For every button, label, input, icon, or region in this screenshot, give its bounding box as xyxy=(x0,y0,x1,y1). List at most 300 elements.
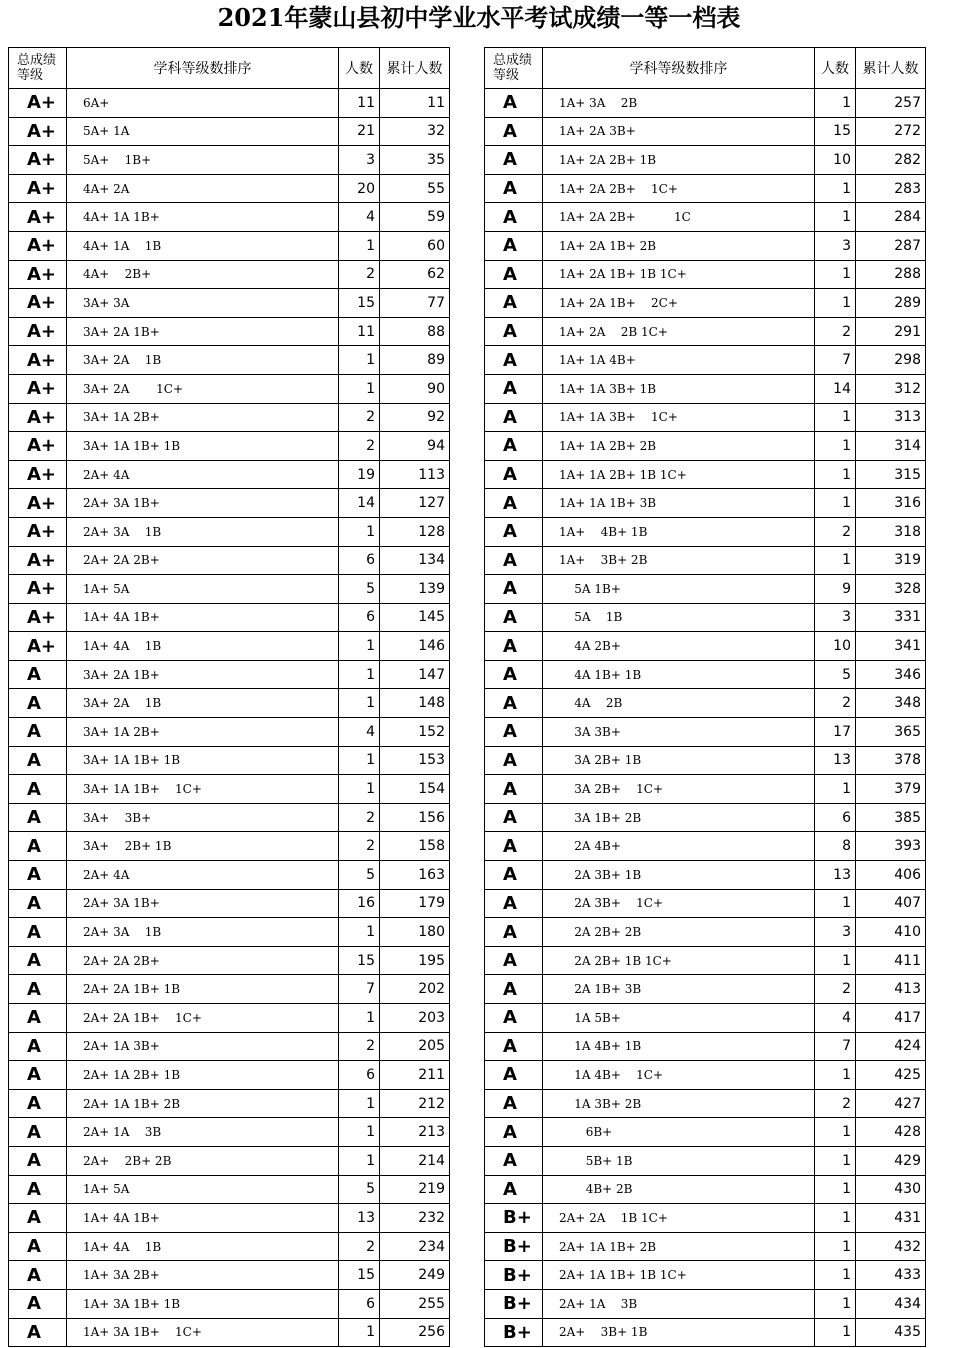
count-cell: 1 xyxy=(339,517,380,546)
cumulative-cell: 318 xyxy=(856,517,926,546)
cumulative-cell: 35 xyxy=(380,146,450,175)
count-cell: 8 xyxy=(815,832,856,861)
count-cell: 3 xyxy=(339,146,380,175)
table-row xyxy=(9,460,450,489)
table-row xyxy=(9,546,450,575)
table-row xyxy=(9,374,450,403)
table-row xyxy=(9,746,450,775)
grade-cell: A xyxy=(485,1004,543,1033)
grade-cell: A xyxy=(9,1032,67,1061)
grade-cell: B+ xyxy=(485,1261,543,1290)
count-cell: 1 xyxy=(815,174,856,203)
sequence-cell: 1A+ 5A xyxy=(67,1175,339,1204)
cumulative-cell: 316 xyxy=(856,489,926,518)
count-cell: 6 xyxy=(339,603,380,632)
table-row xyxy=(485,946,926,975)
grade-cell: A+ xyxy=(9,260,67,289)
table-row xyxy=(9,1261,450,1290)
cumulative-cell: 90 xyxy=(380,374,450,403)
table-row xyxy=(9,718,450,747)
sequence-cell: 1A+ 1A 4B+ xyxy=(543,346,815,375)
table-row xyxy=(485,1089,926,1118)
grade-cell: A xyxy=(485,432,543,461)
count-cell: 1 xyxy=(815,1318,856,1347)
cumulative-cell: 430 xyxy=(856,1175,926,1204)
sequence-cell: 1A+ 5A xyxy=(67,575,339,604)
cumulative-cell: 428 xyxy=(856,1118,926,1147)
count-cell: 2 xyxy=(339,260,380,289)
table-row xyxy=(485,1289,926,1318)
table-row xyxy=(9,1318,450,1347)
grade-cell: A xyxy=(485,1061,543,1090)
sequence-cell: 3A+ 3A xyxy=(67,289,339,318)
cumulative-cell: 284 xyxy=(856,203,926,232)
cumulative-cell: 148 xyxy=(380,689,450,718)
cumulative-cell: 348 xyxy=(856,689,926,718)
cumulative-cell: 298 xyxy=(856,346,926,375)
cumulative-cell: 331 xyxy=(856,603,926,632)
grade-cell: A xyxy=(485,1089,543,1118)
cumulative-cell: 365 xyxy=(856,718,926,747)
count-cell: 11 xyxy=(339,317,380,346)
count-cell: 1 xyxy=(339,689,380,718)
count-cell: 7 xyxy=(815,1032,856,1061)
sequence-cell: 1A 3B+ 2B xyxy=(543,1089,815,1118)
sequence-cell: 2A+ 3A 1B+ xyxy=(67,889,339,918)
sequence-cell: 2A+ 4A xyxy=(67,861,339,890)
cumulative-cell: 213 xyxy=(380,1118,450,1147)
cumulative-cell: 77 xyxy=(380,289,450,318)
grade-cell: A xyxy=(485,174,543,203)
table-row xyxy=(485,1146,926,1175)
table-row xyxy=(485,346,926,375)
count-cell: 13 xyxy=(815,861,856,890)
table-row xyxy=(485,1204,926,1233)
header-cumulative: 累计人数 xyxy=(856,48,926,89)
count-cell: 17 xyxy=(815,718,856,747)
grade-cell: A xyxy=(485,575,543,604)
count-cell: 7 xyxy=(815,346,856,375)
sequence-cell: 1A+ 4A 1B xyxy=(67,632,339,661)
count-cell: 1 xyxy=(339,632,380,661)
table-row xyxy=(485,1232,926,1261)
cumulative-cell: 282 xyxy=(856,146,926,175)
sequence-cell: 2A+ 1A 3B+ xyxy=(67,1032,339,1061)
count-cell: 2 xyxy=(339,432,380,461)
sequence-cell: 1A+ 4A 1B+ xyxy=(67,603,339,632)
grade-cell: A xyxy=(9,746,67,775)
grade-cell: A xyxy=(485,1032,543,1061)
grade-cell: A xyxy=(9,861,67,890)
table-row xyxy=(9,489,450,518)
table-row xyxy=(9,689,450,718)
sequence-cell: 4B+ 2B xyxy=(543,1175,815,1204)
grade-cell: B+ xyxy=(485,1318,543,1347)
sequence-cell: 2A+ 3B+ 1B xyxy=(543,1318,815,1347)
count-cell: 7 xyxy=(339,975,380,1004)
sequence-cell: 1A 4B+ 1B xyxy=(543,1032,815,1061)
grade-cell: A+ xyxy=(9,146,67,175)
table-row xyxy=(9,775,450,804)
table-row xyxy=(9,1004,450,1033)
sequence-cell: 1A+ 3A 1B+ 1B xyxy=(67,1289,339,1318)
table-row xyxy=(9,889,450,918)
table-row xyxy=(485,460,926,489)
cumulative-cell: 55 xyxy=(380,174,450,203)
grade-cell: A xyxy=(485,660,543,689)
cumulative-cell: 432 xyxy=(856,1232,926,1261)
table-row xyxy=(485,260,926,289)
cumulative-cell: 328 xyxy=(856,575,926,604)
sequence-cell: 2A+ 1A 1B+ 2B xyxy=(67,1089,339,1118)
table-row xyxy=(485,517,926,546)
sequence-cell: 1A+ 2A 2B+ 1C+ xyxy=(543,174,815,203)
table-row xyxy=(485,146,926,175)
sequence-cell: 2A+ 2A 1B+ 1B xyxy=(67,975,339,1004)
sequence-cell: 2A+ 3A 1B+ xyxy=(67,489,339,518)
grade-table-right xyxy=(484,47,926,1347)
count-cell: 1 xyxy=(815,403,856,432)
cumulative-cell: 94 xyxy=(380,432,450,461)
cumulative-cell: 232 xyxy=(380,1204,450,1233)
grade-cell: A+ xyxy=(9,603,67,632)
grade-cell: A xyxy=(485,689,543,718)
table-row xyxy=(485,1004,926,1033)
table-row xyxy=(485,374,926,403)
cumulative-cell: 88 xyxy=(380,317,450,346)
count-cell: 1 xyxy=(339,660,380,689)
table-row xyxy=(9,174,450,203)
count-cell: 2 xyxy=(815,689,856,718)
count-cell: 1 xyxy=(815,775,856,804)
grade-cell: A xyxy=(485,632,543,661)
count-cell: 2 xyxy=(815,1089,856,1118)
table-row xyxy=(9,1175,450,1204)
count-cell: 2 xyxy=(339,832,380,861)
page-title: 2021年蒙山县初中学业水平考试成绩一等一档表 xyxy=(217,3,741,32)
count-cell: 4 xyxy=(339,203,380,232)
table-row xyxy=(485,746,926,775)
cumulative-cell: 195 xyxy=(380,946,450,975)
table-row xyxy=(485,603,926,632)
sequence-cell: 3A+ 1A 1B+ 1B xyxy=(67,432,339,461)
grade-cell: A xyxy=(485,289,543,318)
count-cell: 1 xyxy=(815,460,856,489)
grade-cell: A xyxy=(485,346,543,375)
sequence-cell: 1A+ 2A 1B+ 2B xyxy=(543,231,815,260)
table-row xyxy=(485,317,926,346)
grade-cell: A xyxy=(9,946,67,975)
table-row xyxy=(9,1204,450,1233)
cumulative-cell: 205 xyxy=(380,1032,450,1061)
table-row xyxy=(9,975,450,1004)
grade-cell: A xyxy=(9,1175,67,1204)
grade-cell: A xyxy=(9,918,67,947)
cumulative-cell: 410 xyxy=(856,918,926,947)
sequence-cell: 2A+ 1A 3B xyxy=(67,1118,339,1147)
grade-cell: A xyxy=(9,889,67,918)
table-header-row xyxy=(485,48,926,89)
cumulative-cell: 427 xyxy=(856,1089,926,1118)
table-row xyxy=(9,1032,450,1061)
cumulative-cell: 313 xyxy=(856,403,926,432)
table-row xyxy=(485,861,926,890)
count-cell: 1 xyxy=(815,289,856,318)
count-cell: 6 xyxy=(339,546,380,575)
grade-table-left xyxy=(8,47,450,1347)
cumulative-cell: 147 xyxy=(380,660,450,689)
grade-cell: A xyxy=(9,689,67,718)
table-row xyxy=(485,89,926,118)
grade-cell: A+ xyxy=(9,546,67,575)
sequence-cell: 2A 3B+ 1B xyxy=(543,861,815,890)
grade-cell: A+ xyxy=(9,374,67,403)
count-cell: 1 xyxy=(339,1146,380,1175)
grade-cell: A xyxy=(9,775,67,804)
sequence-cell: 3A 2B+ 1B xyxy=(543,746,815,775)
grade-cell: B+ xyxy=(485,1232,543,1261)
sequence-cell: 2A+ 1A 1B+ 2B xyxy=(543,1232,815,1261)
sequence-cell: 1A+ 1A 2B+ 2B xyxy=(543,432,815,461)
grade-cell: A xyxy=(9,1118,67,1147)
cumulative-cell: 158 xyxy=(380,832,450,861)
cumulative-cell: 202 xyxy=(380,975,450,1004)
count-cell: 1 xyxy=(815,1204,856,1233)
table-row xyxy=(9,203,450,232)
grade-cell: A xyxy=(9,1089,67,1118)
grade-cell: A+ xyxy=(9,203,67,232)
table-row xyxy=(485,718,926,747)
sequence-cell: 1A+ 4A 1B+ xyxy=(67,1204,339,1233)
cumulative-cell: 379 xyxy=(856,775,926,804)
count-cell: 6 xyxy=(339,1289,380,1318)
sequence-cell: 4A 2B xyxy=(543,689,815,718)
grade-cell: A xyxy=(485,889,543,918)
header-cumulative: 累计人数 xyxy=(380,48,450,89)
cumulative-cell: 146 xyxy=(380,632,450,661)
grade-cell: A+ xyxy=(9,231,67,260)
sequence-cell: 1A 5B+ xyxy=(543,1004,815,1033)
cumulative-cell: 256 xyxy=(380,1318,450,1347)
count-cell: 19 xyxy=(339,460,380,489)
grade-cell: A xyxy=(485,1175,543,1204)
table-row xyxy=(9,1061,450,1090)
count-cell: 5 xyxy=(339,1175,380,1204)
table-row xyxy=(485,575,926,604)
count-cell: 6 xyxy=(339,1061,380,1090)
cumulative-cell: 434 xyxy=(856,1289,926,1318)
table-row xyxy=(9,260,450,289)
cumulative-cell: 145 xyxy=(380,603,450,632)
table-row xyxy=(485,174,926,203)
table-row xyxy=(9,346,450,375)
grade-cell: A+ xyxy=(9,117,67,146)
table-row xyxy=(9,660,450,689)
grade-cell: A xyxy=(485,374,543,403)
count-cell: 1 xyxy=(339,1004,380,1033)
count-cell: 1 xyxy=(815,203,856,232)
cumulative-cell: 255 xyxy=(380,1289,450,1318)
grade-cell: A xyxy=(9,975,67,1004)
count-cell: 1 xyxy=(339,1118,380,1147)
grade-cell: A xyxy=(485,918,543,947)
sequence-cell: 4A 1B+ 1B xyxy=(543,660,815,689)
count-cell: 15 xyxy=(339,1261,380,1290)
count-cell: 1 xyxy=(815,1175,856,1204)
sequence-cell: 5B+ 1B xyxy=(543,1146,815,1175)
grade-cell: A+ xyxy=(9,460,67,489)
sequence-cell: 4A+ 2B+ xyxy=(67,260,339,289)
sequence-cell: 2A+ 1A 1B+ 1B 1C+ xyxy=(543,1261,815,1290)
grade-cell: A xyxy=(485,1146,543,1175)
count-cell: 20 xyxy=(339,174,380,203)
grade-cell: A+ xyxy=(9,89,67,118)
sequence-cell: 5A 1B xyxy=(543,603,815,632)
sequence-cell: 2A+ 2B+ 2B xyxy=(67,1146,339,1175)
grade-cell: A xyxy=(9,1204,67,1233)
count-cell: 1 xyxy=(339,918,380,947)
count-cell: 14 xyxy=(815,374,856,403)
table-row xyxy=(9,289,450,318)
cumulative-cell: 212 xyxy=(380,1089,450,1118)
grade-cell: A+ xyxy=(9,289,67,318)
count-cell: 2 xyxy=(339,1032,380,1061)
table-row xyxy=(485,1175,926,1204)
table-row xyxy=(485,975,926,1004)
count-cell: 1 xyxy=(815,1289,856,1318)
table-row xyxy=(485,203,926,232)
count-cell: 15 xyxy=(339,289,380,318)
cumulative-cell: 234 xyxy=(380,1232,450,1261)
cumulative-cell: 92 xyxy=(380,403,450,432)
sequence-cell: 2A 2B+ 1B 1C+ xyxy=(543,946,815,975)
table-row xyxy=(485,689,926,718)
cumulative-cell: 272 xyxy=(856,117,926,146)
grade-cell: A xyxy=(485,517,543,546)
cumulative-cell: 163 xyxy=(380,861,450,890)
table-row xyxy=(485,1118,926,1147)
grade-cell: A xyxy=(485,146,543,175)
sequence-cell: 2A 4B+ xyxy=(543,832,815,861)
table-row xyxy=(9,89,450,118)
grade-cell: A xyxy=(485,775,543,804)
sequence-cell: 4A+ 2A xyxy=(67,174,339,203)
cumulative-cell: 214 xyxy=(380,1146,450,1175)
table-row xyxy=(485,489,926,518)
table-row xyxy=(485,1261,926,1290)
cumulative-cell: 179 xyxy=(380,889,450,918)
grade-cell: A xyxy=(485,832,543,861)
count-cell: 6 xyxy=(815,803,856,832)
grade-cell: A+ xyxy=(9,575,67,604)
table-row xyxy=(9,1232,450,1261)
cumulative-cell: 127 xyxy=(380,489,450,518)
grade-cell: B+ xyxy=(485,1204,543,1233)
cumulative-cell: 32 xyxy=(380,117,450,146)
header-count: 人数 xyxy=(339,48,380,89)
grade-cell: A xyxy=(485,231,543,260)
cumulative-cell: 289 xyxy=(856,289,926,318)
count-cell: 2 xyxy=(339,1232,380,1261)
table-row xyxy=(485,403,926,432)
cumulative-cell: 113 xyxy=(380,460,450,489)
table-row xyxy=(485,117,926,146)
cumulative-cell: 211 xyxy=(380,1061,450,1090)
count-cell: 4 xyxy=(339,718,380,747)
table-row xyxy=(485,803,926,832)
grade-cell: A xyxy=(485,203,543,232)
cumulative-cell: 62 xyxy=(380,260,450,289)
cumulative-cell: 319 xyxy=(856,546,926,575)
sequence-cell: 1A+ 1A 2B+ 1B 1C+ xyxy=(543,460,815,489)
grade-cell: A+ xyxy=(9,346,67,375)
count-cell: 16 xyxy=(339,889,380,918)
header-grade: 总成绩等级 xyxy=(9,48,67,89)
count-cell: 13 xyxy=(339,1204,380,1233)
count-cell: 2 xyxy=(339,403,380,432)
count-cell: 2 xyxy=(815,975,856,1004)
sequence-cell: 1A+ 2A 3B+ xyxy=(543,117,815,146)
grade-cell: A xyxy=(485,861,543,890)
grade-cell: A+ xyxy=(9,317,67,346)
count-cell: 5 xyxy=(815,660,856,689)
table-row xyxy=(9,803,450,832)
table-row xyxy=(9,517,450,546)
cumulative-cell: 288 xyxy=(856,260,926,289)
grade-cell: A xyxy=(485,317,543,346)
sequence-cell: 1A 4B+ 1C+ xyxy=(543,1061,815,1090)
sequence-cell: 5A+ 1B+ xyxy=(67,146,339,175)
grade-cell: A xyxy=(485,718,543,747)
cumulative-cell: 433 xyxy=(856,1261,926,1290)
table-row xyxy=(9,1118,450,1147)
count-cell: 1 xyxy=(339,775,380,804)
sequence-cell: 3A+ 3B+ xyxy=(67,803,339,832)
cumulative-cell: 89 xyxy=(380,346,450,375)
cumulative-cell: 287 xyxy=(856,231,926,260)
cumulative-cell: 407 xyxy=(856,889,926,918)
sequence-cell: 4A 2B+ xyxy=(543,632,815,661)
sequence-cell: 1A+ 2A 2B+ 1C xyxy=(543,203,815,232)
count-cell: 1 xyxy=(815,1232,856,1261)
sequence-cell: 2A+ 1A 3B xyxy=(543,1289,815,1318)
count-cell: 1 xyxy=(339,346,380,375)
sequence-cell: 2A+ 3A 1B xyxy=(67,918,339,947)
grade-cell: A xyxy=(485,546,543,575)
sequence-cell: 1A+ 3A 1B+ 1C+ xyxy=(67,1318,339,1347)
cumulative-cell: 424 xyxy=(856,1032,926,1061)
count-cell: 1 xyxy=(815,1261,856,1290)
sequence-cell: 3A+ 1A 1B+ 1C+ xyxy=(67,775,339,804)
grade-cell: A xyxy=(485,975,543,1004)
grade-cell: A xyxy=(485,946,543,975)
sequence-cell: 6A+ xyxy=(67,89,339,118)
cumulative-cell: 257 xyxy=(856,89,926,118)
cumulative-cell: 180 xyxy=(380,918,450,947)
sequence-cell: 3A+ 1A 1B+ 1B xyxy=(67,746,339,775)
header-sequence: 学科等级数排序 xyxy=(67,48,339,89)
sequence-cell: 1A+ 1A 3B+ 1B xyxy=(543,374,815,403)
grade-cell: A xyxy=(485,746,543,775)
header-grade: 总成绩等级 xyxy=(485,48,543,89)
cumulative-cell: 406 xyxy=(856,861,926,890)
sequence-cell: 3A+ 2A 1B xyxy=(67,689,339,718)
sequence-cell: 2A+ 2A 2B+ xyxy=(67,946,339,975)
count-cell: 11 xyxy=(339,89,380,118)
grade-cell: A xyxy=(9,718,67,747)
sequence-cell: 3A+ 2A 1B xyxy=(67,346,339,375)
sequence-cell: 2A 1B+ 3B xyxy=(543,975,815,1004)
